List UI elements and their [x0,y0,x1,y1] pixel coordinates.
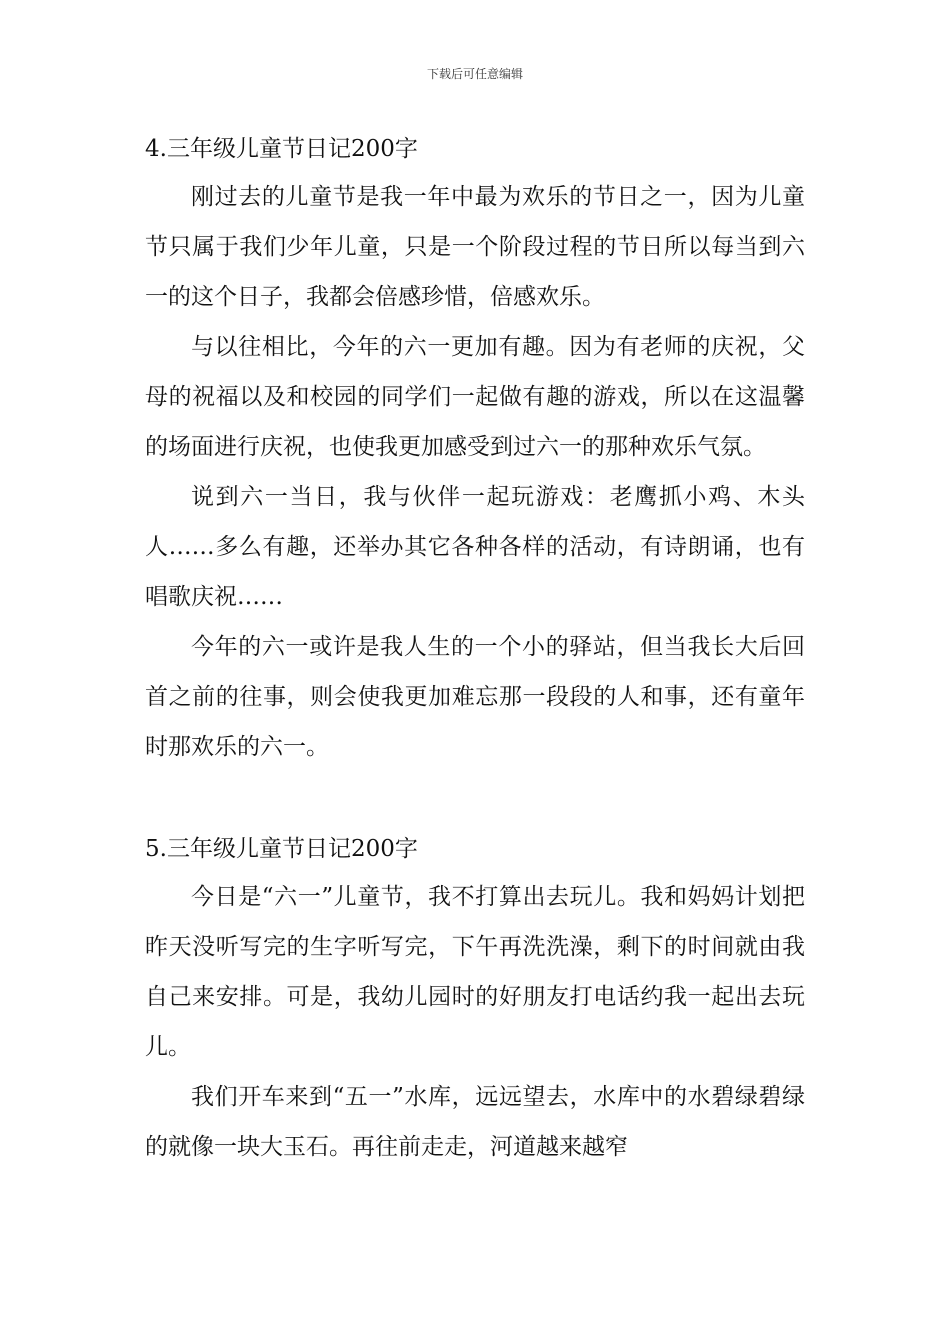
section-title: 5.三年级儿童节日记200字 [145,836,418,862]
paragraph: 今日是“六一”儿童节，我不打算出去玩儿。我和妈妈计划把昨天没听写完的生字听写完，下午再洗洗澡，剩下的时间就由我自己来安排。可是，我幼儿园时的好朋友打电话约我一起出去玩儿。 [145,884,805,1060]
document-body [145,130,805,1172]
page-header: 下载后可任意编辑 [426,67,523,81]
paragraph: 我们开车来到“五一”水库，远远望去，水库中的水碧绿碧绿的就像一块大玉石。再往前走走，河道越来越窄 [145,1084,805,1160]
paragraph: 说到六一当日，我与伙伴一起玩游戏：老鹰抓小鸡、木头人……多么有趣，还举办其它各种各样的活动，有诗朗诵，也有唱歌庆祝…… [145,484,805,610]
diary-section-5 [145,830,805,1172]
diary-section-4 [145,130,805,772]
paragraph: 刚过去的儿童节是我一年中最为欢乐的节日之一，因为儿童节只属于我们少年儿童，只是一个阶段过程的节日所以每当到六一的这个日子，我都会倍感珍惜，倍感欢乐。 [145,184,805,310]
paragraph: 与以往相比，今年的六一更加有趣。因为有老师的庆祝，父母的祝福以及和校园的同学们一起做有趣的游戏，所以在这温馨的场面进行庆祝，也使我更加感受到过六一的那种欢乐气氛。 [145,334,805,460]
section-title: 4.三年级儿童节日记200字 [145,136,418,162]
paragraph: 今年的六一或许是我人生的一个小的驿站，但当我长大后回首之前的往事，则会使我更加难忘那一段段的人和事，还有童年时那欢乐的六一。 [145,634,805,760]
